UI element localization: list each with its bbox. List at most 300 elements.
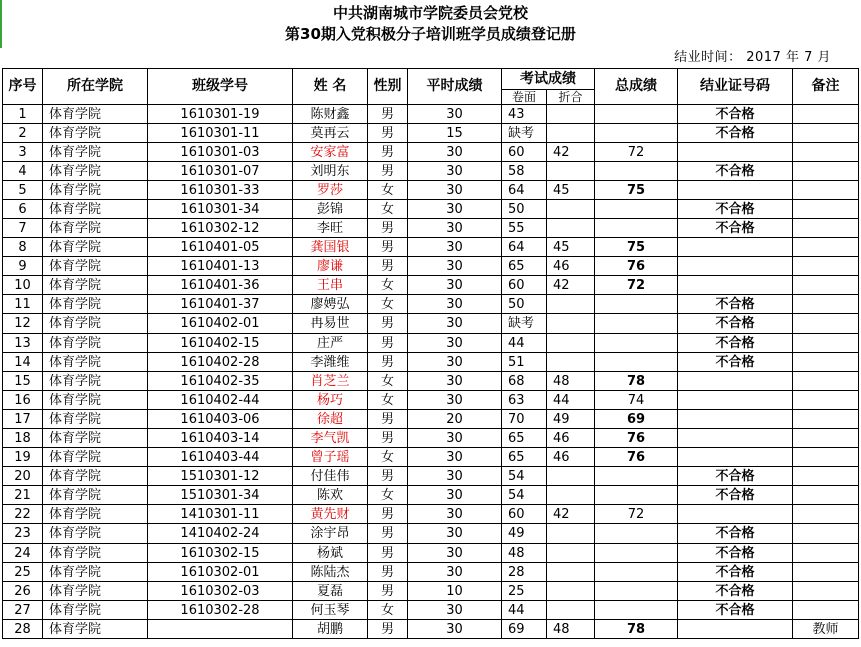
class-no-cell[interactable]: 1610302-01 — [148, 563, 293, 582]
paper-score-cell[interactable]: 68 — [502, 372, 547, 391]
college-cell[interactable]: 体育学院 — [43, 391, 148, 410]
paper-score-cell[interactable]: 缺考 — [502, 124, 547, 143]
header-college[interactable]: 所在学院 — [43, 69, 148, 105]
seq-cell[interactable]: 24 — [3, 544, 43, 563]
converted-score-cell[interactable] — [547, 334, 595, 353]
name-cell[interactable]: 陈欢 — [293, 486, 368, 505]
header-paper-score[interactable]: 卷面 — [502, 90, 547, 105]
note-cell[interactable] — [793, 582, 859, 601]
seq-cell[interactable]: 5 — [3, 181, 43, 200]
converted-score-cell[interactable]: 42 — [547, 276, 595, 295]
paper-score-cell[interactable]: 54 — [502, 486, 547, 505]
note-cell[interactable] — [793, 200, 859, 219]
college-cell[interactable]: 体育学院 — [43, 601, 148, 620]
certificate-cell[interactable]: 不合格 — [678, 582, 793, 601]
converted-score-cell[interactable] — [547, 544, 595, 563]
note-cell[interactable] — [793, 429, 859, 448]
total-score-cell[interactable] — [595, 200, 678, 219]
total-score-cell[interactable] — [595, 334, 678, 353]
college-cell[interactable]: 体育学院 — [43, 334, 148, 353]
header-total-score[interactable]: 总成绩 — [595, 69, 678, 105]
note-cell[interactable] — [793, 391, 859, 410]
name-cell[interactable]: 李气凯 — [293, 429, 368, 448]
class-no-cell[interactable]: 1610402-28 — [148, 353, 293, 372]
total-score-cell[interactable]: 78 — [595, 620, 678, 639]
seq-cell[interactable]: 17 — [3, 410, 43, 429]
seq-cell[interactable]: 18 — [3, 429, 43, 448]
total-score-cell[interactable]: 76 — [595, 257, 678, 276]
note-cell[interactable] — [793, 448, 859, 467]
seq-cell[interactable]: 28 — [3, 620, 43, 639]
name-cell[interactable]: 廖娉弘 — [293, 295, 368, 314]
note-cell[interactable] — [793, 410, 859, 429]
seq-cell[interactable]: 7 — [3, 219, 43, 238]
college-cell[interactable]: 体育学院 — [43, 105, 148, 124]
name-cell[interactable]: 李潍维 — [293, 353, 368, 372]
certificate-cell[interactable] — [678, 391, 793, 410]
college-cell[interactable]: 体育学院 — [43, 124, 148, 143]
name-cell[interactable]: 陈财鑫 — [293, 105, 368, 124]
class-no-cell[interactable]: 1610403-06 — [148, 410, 293, 429]
paper-score-cell[interactable]: 44 — [502, 334, 547, 353]
total-score-cell[interactable]: 72 — [595, 276, 678, 295]
converted-score-cell[interactable] — [547, 200, 595, 219]
seq-cell[interactable]: 1 — [3, 105, 43, 124]
seq-cell[interactable]: 27 — [3, 601, 43, 620]
seq-cell[interactable]: 13 — [3, 334, 43, 353]
usual-score-cell[interactable]: 15 — [408, 124, 502, 143]
converted-score-cell[interactable]: 46 — [547, 257, 595, 276]
gender-cell[interactable]: 女 — [368, 276, 408, 295]
converted-score-cell[interactable] — [547, 486, 595, 505]
gender-cell[interactable]: 男 — [368, 524, 408, 544]
college-cell[interactable]: 体育学院 — [43, 448, 148, 467]
usual-score-cell[interactable]: 30 — [408, 162, 502, 181]
converted-score-cell[interactable]: 48 — [547, 620, 595, 639]
note-cell[interactable] — [793, 314, 859, 334]
college-cell[interactable]: 体育学院 — [43, 620, 148, 639]
class-no-cell[interactable]: 1610301-34 — [148, 200, 293, 219]
note-cell[interactable] — [793, 353, 859, 372]
total-score-cell[interactable] — [595, 524, 678, 544]
usual-score-cell[interactable]: 30 — [408, 544, 502, 563]
certificate-cell[interactable]: 不合格 — [678, 467, 793, 486]
usual-score-cell[interactable]: 30 — [408, 238, 502, 257]
paper-score-cell[interactable]: 缺考 — [502, 314, 547, 334]
header-exam-score[interactable]: 考试成绩 — [502, 69, 595, 90]
note-cell[interactable] — [793, 238, 859, 257]
certificate-cell[interactable]: 不合格 — [678, 295, 793, 314]
certificate-cell[interactable] — [678, 143, 793, 162]
class-no-cell[interactable]: 1610403-44 — [148, 448, 293, 467]
certificate-cell[interactable] — [678, 429, 793, 448]
usual-score-cell[interactable]: 30 — [408, 563, 502, 582]
usual-score-cell[interactable]: 30 — [408, 200, 502, 219]
paper-score-cell[interactable]: 58 — [502, 162, 547, 181]
converted-score-cell[interactable] — [547, 105, 595, 124]
usual-score-cell[interactable]: 30 — [408, 353, 502, 372]
total-score-cell[interactable] — [595, 353, 678, 372]
college-cell[interactable]: 体育学院 — [43, 372, 148, 391]
class-no-cell[interactable]: 1610402-44 — [148, 391, 293, 410]
note-cell[interactable] — [793, 143, 859, 162]
college-cell[interactable]: 体育学院 — [43, 219, 148, 238]
paper-score-cell[interactable]: 60 — [502, 276, 547, 295]
name-cell[interactable]: 曾子瑶 — [293, 448, 368, 467]
converted-score-cell[interactable]: 45 — [547, 181, 595, 200]
total-score-cell[interactable] — [595, 563, 678, 582]
gender-cell[interactable]: 男 — [368, 563, 408, 582]
total-score-cell[interactable] — [595, 486, 678, 505]
gender-cell[interactable]: 男 — [368, 238, 408, 257]
usual-score-cell[interactable]: 30 — [408, 467, 502, 486]
converted-score-cell[interactable] — [547, 295, 595, 314]
certificate-cell[interactable]: 不合格 — [678, 200, 793, 219]
gender-cell[interactable]: 男 — [368, 353, 408, 372]
paper-score-cell[interactable]: 55 — [502, 219, 547, 238]
certificate-cell[interactable] — [678, 505, 793, 524]
name-cell[interactable]: 罗莎 — [293, 181, 368, 200]
gender-cell[interactable]: 女 — [368, 486, 408, 505]
total-score-cell[interactable] — [595, 295, 678, 314]
gender-cell[interactable]: 男 — [368, 410, 408, 429]
note-cell[interactable] — [793, 486, 859, 505]
total-score-cell[interactable]: 78 — [595, 372, 678, 391]
usual-score-cell[interactable]: 30 — [408, 620, 502, 639]
seq-cell[interactable]: 25 — [3, 563, 43, 582]
paper-score-cell[interactable]: 65 — [502, 429, 547, 448]
gender-cell[interactable]: 男 — [368, 143, 408, 162]
usual-score-cell[interactable]: 10 — [408, 582, 502, 601]
seq-cell[interactable]: 3 — [3, 143, 43, 162]
certificate-cell[interactable]: 不合格 — [678, 601, 793, 620]
gender-cell[interactable]: 女 — [368, 391, 408, 410]
name-cell[interactable]: 夏磊 — [293, 582, 368, 601]
paper-score-cell[interactable]: 43 — [502, 105, 547, 124]
class-no-cell[interactable]: 1610302-03 — [148, 582, 293, 601]
total-score-cell[interactable]: 75 — [595, 238, 678, 257]
certificate-cell[interactable]: 不合格 — [678, 162, 793, 181]
usual-score-cell[interactable]: 30 — [408, 257, 502, 276]
paper-score-cell[interactable]: 50 — [502, 295, 547, 314]
seq-cell[interactable]: 16 — [3, 391, 43, 410]
certificate-cell[interactable]: 不合格 — [678, 219, 793, 238]
seq-cell[interactable]: 22 — [3, 505, 43, 524]
usual-score-cell[interactable]: 30 — [408, 181, 502, 200]
note-cell[interactable] — [793, 563, 859, 582]
seq-cell[interactable]: 2 — [3, 124, 43, 143]
paper-score-cell[interactable]: 25 — [502, 582, 547, 601]
name-cell[interactable]: 冉易世 — [293, 314, 368, 334]
college-cell[interactable]: 体育学院 — [43, 467, 148, 486]
usual-score-cell[interactable]: 30 — [408, 143, 502, 162]
total-score-cell[interactable] — [595, 314, 678, 334]
total-score-cell[interactable]: 75 — [595, 181, 678, 200]
paper-score-cell[interactable]: 54 — [502, 467, 547, 486]
paper-score-cell[interactable]: 64 — [502, 238, 547, 257]
seq-cell[interactable]: 4 — [3, 162, 43, 181]
class-no-cell[interactable]: 1610401-05 — [148, 238, 293, 257]
converted-score-cell[interactable]: 42 — [547, 505, 595, 524]
usual-score-cell[interactable]: 30 — [408, 314, 502, 334]
note-cell[interactable] — [793, 124, 859, 143]
paper-score-cell[interactable]: 44 — [502, 601, 547, 620]
college-cell[interactable]: 体育学院 — [43, 544, 148, 563]
class-no-cell[interactable]: 1610302-12 — [148, 219, 293, 238]
converted-score-cell[interactable] — [547, 601, 595, 620]
name-cell[interactable]: 莫再云 — [293, 124, 368, 143]
gender-cell[interactable]: 女 — [368, 448, 408, 467]
total-score-cell[interactable] — [595, 544, 678, 563]
college-cell[interactable]: 体育学院 — [43, 582, 148, 601]
name-cell[interactable]: 涂宇昂 — [293, 524, 368, 544]
total-score-cell[interactable] — [595, 219, 678, 238]
total-score-cell[interactable] — [595, 582, 678, 601]
class-no-cell[interactable]: 1610402-01 — [148, 314, 293, 334]
converted-score-cell[interactable] — [547, 467, 595, 486]
seq-cell[interactable]: 20 — [3, 467, 43, 486]
class-no-cell[interactable]: 1610301-11 — [148, 124, 293, 143]
seq-cell[interactable]: 21 — [3, 486, 43, 505]
name-cell[interactable]: 安家富 — [293, 143, 368, 162]
total-score-cell[interactable] — [595, 162, 678, 181]
name-cell[interactable]: 付佳伟 — [293, 467, 368, 486]
certificate-cell[interactable] — [678, 620, 793, 639]
note-cell[interactable] — [793, 524, 859, 544]
header-usual-score[interactable]: 平时成绩 — [408, 69, 502, 105]
class-no-cell[interactable]: 1510301-34 — [148, 486, 293, 505]
header-note[interactable]: 备注 — [793, 69, 859, 105]
class-no-cell[interactable]: 1610402-35 — [148, 372, 293, 391]
total-score-cell[interactable] — [595, 105, 678, 124]
converted-score-cell[interactable] — [547, 314, 595, 334]
class-no-cell[interactable]: 1610302-15 — [148, 544, 293, 563]
name-cell[interactable]: 李旺 — [293, 219, 368, 238]
name-cell[interactable]: 陈陆杰 — [293, 563, 368, 582]
name-cell[interactable]: 徐超 — [293, 410, 368, 429]
note-cell[interactable] — [793, 601, 859, 620]
paper-score-cell[interactable]: 70 — [502, 410, 547, 429]
total-score-cell[interactable]: 72 — [595, 143, 678, 162]
converted-score-cell[interactable] — [547, 124, 595, 143]
converted-score-cell[interactable] — [547, 353, 595, 372]
gender-cell[interactable]: 男 — [368, 257, 408, 276]
note-cell[interactable] — [793, 219, 859, 238]
usual-score-cell[interactable]: 30 — [408, 524, 502, 544]
note-cell[interactable] — [793, 181, 859, 200]
paper-score-cell[interactable]: 64 — [502, 181, 547, 200]
name-cell[interactable]: 王串 — [293, 276, 368, 295]
note-cell[interactable] — [793, 372, 859, 391]
name-cell[interactable]: 胡鹏 — [293, 620, 368, 639]
college-cell[interactable]: 体育学院 — [43, 505, 148, 524]
gender-cell[interactable]: 男 — [368, 505, 408, 524]
class-no-cell[interactable]: 1610301-07 — [148, 162, 293, 181]
header-gender[interactable]: 性别 — [368, 69, 408, 105]
note-cell[interactable] — [793, 105, 859, 124]
certificate-cell[interactable] — [678, 181, 793, 200]
note-cell[interactable] — [793, 544, 859, 563]
note-cell[interactable] — [793, 467, 859, 486]
college-cell[interactable]: 体育学院 — [43, 143, 148, 162]
seq-cell[interactable]: 15 — [3, 372, 43, 391]
college-cell[interactable]: 体育学院 — [43, 257, 148, 276]
paper-score-cell[interactable]: 48 — [502, 544, 547, 563]
gender-cell[interactable]: 男 — [368, 620, 408, 639]
certificate-cell[interactable]: 不合格 — [678, 353, 793, 372]
usual-score-cell[interactable]: 30 — [408, 219, 502, 238]
usual-score-cell[interactable]: 30 — [408, 276, 502, 295]
seq-cell[interactable]: 11 — [3, 295, 43, 314]
gender-cell[interactable]: 男 — [368, 429, 408, 448]
name-cell[interactable]: 刘明东 — [293, 162, 368, 181]
usual-score-cell[interactable]: 20 — [408, 410, 502, 429]
name-cell[interactable]: 肖芝兰 — [293, 372, 368, 391]
class-no-cell[interactable]: 1410402-24 — [148, 524, 293, 544]
note-cell[interactable] — [793, 276, 859, 295]
college-cell[interactable]: 体育学院 — [43, 429, 148, 448]
note-cell[interactable] — [793, 162, 859, 181]
seq-cell[interactable]: 23 — [3, 524, 43, 544]
gender-cell[interactable]: 男 — [368, 162, 408, 181]
seq-cell[interactable]: 12 — [3, 314, 43, 334]
name-cell[interactable]: 彭锦 — [293, 200, 368, 219]
class-no-cell[interactable]: 1610401-37 — [148, 295, 293, 314]
header-name[interactable]: 姓 名 — [293, 69, 368, 105]
certificate-cell[interactable]: 不合格 — [678, 334, 793, 353]
gender-cell[interactable]: 女 — [368, 200, 408, 219]
paper-score-cell[interactable]: 60 — [502, 143, 547, 162]
class-no-cell[interactable]: 1610401-36 — [148, 276, 293, 295]
usual-score-cell[interactable]: 30 — [408, 486, 502, 505]
class-no-cell[interactable]: 1410301-11 — [148, 505, 293, 524]
seq-cell[interactable]: 14 — [3, 353, 43, 372]
college-cell[interactable]: 体育学院 — [43, 353, 148, 372]
name-cell[interactable]: 杨巧 — [293, 391, 368, 410]
converted-score-cell[interactable]: 44 — [547, 391, 595, 410]
name-cell[interactable]: 何玉琴 — [293, 601, 368, 620]
paper-score-cell[interactable]: 65 — [502, 448, 547, 467]
gender-cell[interactable]: 男 — [368, 334, 408, 353]
header-seq[interactable]: 序号 — [3, 69, 43, 105]
college-cell[interactable]: 体育学院 — [43, 276, 148, 295]
converted-score-cell[interactable]: 45 — [547, 238, 595, 257]
class-no-cell[interactable]: 1610301-33 — [148, 181, 293, 200]
converted-score-cell[interactable]: 49 — [547, 410, 595, 429]
class-no-cell[interactable]: 1610301-19 — [148, 105, 293, 124]
class-no-cell[interactable]: 1610401-13 — [148, 257, 293, 276]
certificate-cell[interactable]: 不合格 — [678, 486, 793, 505]
header-class-no[interactable]: 班级学号 — [148, 69, 293, 105]
college-cell[interactable]: 体育学院 — [43, 524, 148, 544]
usual-score-cell[interactable]: 30 — [408, 334, 502, 353]
college-cell[interactable]: 体育学院 — [43, 563, 148, 582]
usual-score-cell[interactable]: 30 — [408, 448, 502, 467]
certificate-cell[interactable]: 不合格 — [678, 524, 793, 544]
usual-score-cell[interactable]: 30 — [408, 505, 502, 524]
certificate-cell[interactable] — [678, 276, 793, 295]
gender-cell[interactable]: 女 — [368, 601, 408, 620]
seq-cell[interactable]: 10 — [3, 276, 43, 295]
total-score-cell[interactable] — [595, 124, 678, 143]
name-cell[interactable]: 龚国银 — [293, 238, 368, 257]
paper-score-cell[interactable]: 50 — [502, 200, 547, 219]
seq-cell[interactable]: 9 — [3, 257, 43, 276]
gender-cell[interactable]: 男 — [368, 544, 408, 563]
college-cell[interactable]: 体育学院 — [43, 314, 148, 334]
college-cell[interactable]: 体育学院 — [43, 162, 148, 181]
class-no-cell[interactable]: 1610302-28 — [148, 601, 293, 620]
gender-cell[interactable]: 女 — [368, 372, 408, 391]
gender-cell[interactable]: 男 — [368, 467, 408, 486]
total-score-cell[interactable]: 69 — [595, 410, 678, 429]
seq-cell[interactable]: 19 — [3, 448, 43, 467]
college-cell[interactable]: 体育学院 — [43, 295, 148, 314]
converted-score-cell[interactable] — [547, 582, 595, 601]
class-no-cell[interactable] — [148, 620, 293, 639]
total-score-cell[interactable]: 76 — [595, 429, 678, 448]
note-cell[interactable] — [793, 505, 859, 524]
certificate-cell[interactable]: 不合格 — [678, 563, 793, 582]
usual-score-cell[interactable]: 30 — [408, 372, 502, 391]
certificate-cell[interactable]: 不合格 — [678, 124, 793, 143]
note-cell[interactable] — [793, 257, 859, 276]
converted-score-cell[interactable]: 48 — [547, 372, 595, 391]
certificate-cell[interactable] — [678, 410, 793, 429]
total-score-cell[interactable]: 72 — [595, 505, 678, 524]
total-score-cell[interactable] — [595, 467, 678, 486]
gender-cell[interactable]: 男 — [368, 582, 408, 601]
certificate-cell[interactable] — [678, 257, 793, 276]
converted-score-cell[interactable]: 42 — [547, 143, 595, 162]
name-cell[interactable]: 廖谦 — [293, 257, 368, 276]
converted-score-cell[interactable] — [547, 219, 595, 238]
converted-score-cell[interactable] — [547, 524, 595, 544]
certificate-cell[interactable] — [678, 372, 793, 391]
paper-score-cell[interactable]: 60 — [502, 505, 547, 524]
college-cell[interactable]: 体育学院 — [43, 410, 148, 429]
total-score-cell[interactable] — [595, 601, 678, 620]
certificate-cell[interactable]: 不合格 — [678, 105, 793, 124]
paper-score-cell[interactable]: 28 — [502, 563, 547, 582]
usual-score-cell[interactable]: 30 — [408, 601, 502, 620]
header-converted-score[interactable]: 折合 — [547, 90, 595, 105]
converted-score-cell[interactable] — [547, 563, 595, 582]
certificate-cell[interactable] — [678, 448, 793, 467]
class-no-cell[interactable]: 1610403-14 — [148, 429, 293, 448]
paper-score-cell[interactable]: 65 — [502, 257, 547, 276]
usual-score-cell[interactable]: 30 — [408, 105, 502, 124]
college-cell[interactable]: 体育学院 — [43, 181, 148, 200]
gender-cell[interactable]: 男 — [368, 314, 408, 334]
class-no-cell[interactable]: 1510301-12 — [148, 467, 293, 486]
converted-score-cell[interactable] — [547, 162, 595, 181]
note-cell[interactable]: 教师 — [793, 620, 859, 639]
gender-cell[interactable]: 女 — [368, 181, 408, 200]
seq-cell[interactable]: 6 — [3, 200, 43, 219]
total-score-cell[interactable]: 74 — [595, 391, 678, 410]
total-score-cell[interactable]: 76 — [595, 448, 678, 467]
usual-score-cell[interactable]: 30 — [408, 295, 502, 314]
gender-cell[interactable]: 男 — [368, 124, 408, 143]
paper-score-cell[interactable]: 63 — [502, 391, 547, 410]
paper-score-cell[interactable]: 69 — [502, 620, 547, 639]
header-certificate-no[interactable]: 结业证号码 — [678, 69, 793, 105]
class-no-cell[interactable]: 1610402-15 — [148, 334, 293, 353]
certificate-cell[interactable]: 不合格 — [678, 314, 793, 334]
seq-cell[interactable]: 8 — [3, 238, 43, 257]
college-cell[interactable]: 体育学院 — [43, 238, 148, 257]
